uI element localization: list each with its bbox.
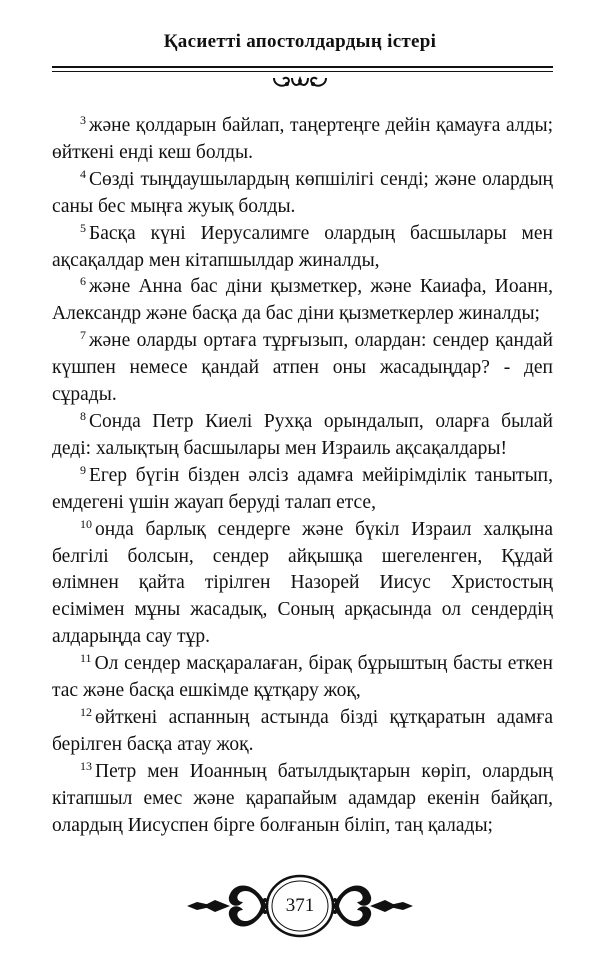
verse-text-body <box>52 113 553 839</box>
verse-line-text: берілген басқа атау жоқ. <box>52 733 254 755</box>
verse-number: 3 <box>80 113 86 127</box>
verse-line <box>52 624 553 651</box>
verse-line <box>52 490 553 517</box>
verse-line <box>52 382 553 409</box>
verse-line-text: олардың Иисуспен бірге болғанын біліп, таң қалады; <box>52 814 493 836</box>
verse-4 <box>52 167 553 221</box>
verse-line <box>52 786 553 813</box>
verse-number: 5 <box>80 220 86 235</box>
verse-line <box>52 597 553 624</box>
verse-8 <box>52 409 553 463</box>
verse-line-text: алдарыңда сау тұр. <box>52 626 210 648</box>
verse-number: 7 <box>80 328 86 343</box>
verse-line <box>52 544 553 571</box>
verse-line-text: есімімен мұны жасадық, Соның арқасында ол сендердің <box>52 599 553 621</box>
running-header-title: Қасиетті апостолдардың істері <box>163 31 437 52</box>
verse-line <box>52 678 553 705</box>
verse-3 <box>52 113 553 167</box>
verse-line-text: және қолдарын байлап, таңертеңге дейін қамауға алды; <box>89 115 553 136</box>
verse-line-text: және оларды ортаға тұрғызып, олардан: сендер қандай <box>89 330 553 352</box>
verse-7 <box>52 328 553 409</box>
verse-number: 12 <box>80 704 92 719</box>
verse-line-text: тас және басқа ешкімде құтқару жоқ, <box>52 680 361 702</box>
verse-number: 9 <box>80 462 86 477</box>
verse-line-text: саны бес мыңға жуық болды. <box>52 195 296 217</box>
verse-line-text: Егер бүгін бізден әлсіз адамға мейірімділік танытып, <box>89 464 553 486</box>
verse-line-text: Сонда Петр Киелі Рухқа орындалып, оларға былай <box>89 410 553 432</box>
verse-line <box>52 355 553 382</box>
verse-line <box>52 517 553 544</box>
verse-line-text: өйткені енді кеш болды. <box>52 141 253 163</box>
verse-number: 6 <box>80 274 86 289</box>
verse-line <box>52 274 553 301</box>
verse-line <box>52 113 553 140</box>
verse-5 <box>52 221 553 275</box>
verse-line-text: Петр мен Иоанның батылдықтарын көріп, олардың <box>95 760 553 782</box>
verse-6 <box>52 274 553 328</box>
verse-line <box>52 732 553 759</box>
verse-line <box>52 194 553 221</box>
verse-line <box>52 301 553 328</box>
verse-line-text: кітапшыл емес және қарапайым адамдар екенін байқап, <box>52 787 553 809</box>
verse-line <box>52 328 553 355</box>
verse-line <box>52 221 553 248</box>
verse-number: 8 <box>80 408 86 423</box>
verse-number: 13 <box>80 758 92 773</box>
verse-line-text: онда барлық сендерге және бүкіл Израил халқына <box>95 518 553 540</box>
verse-11 <box>52 651 553 705</box>
verse-line <box>52 140 553 167</box>
header-rule <box>52 66 553 68</box>
verse-9 <box>52 463 553 517</box>
verse-13 <box>52 759 553 840</box>
verse-line <box>52 463 553 490</box>
verse-line <box>52 436 553 463</box>
verse-line-text: өлімнен қайта тірілген Назорей Иисус Христостың <box>52 572 553 594</box>
verse-line-text: сұрады. <box>52 384 117 406</box>
header-ornament-icon <box>270 72 330 90</box>
verse-line-text: Басқа күні Иерусалимге олардың басшылары мен <box>89 222 553 244</box>
verse-line-text: өйткені аспанның астында бізді құтқаратын адамға <box>95 706 553 728</box>
verse-line-text: белгілі болсын, сендер айқышқа шегеленген, Құдай <box>52 545 553 567</box>
verse-line-text: күшпен немесе қандай атпен оны жасадыңдар? - деп <box>52 357 553 379</box>
page-number: 371 <box>285 895 315 916</box>
verse-number: 11 <box>80 651 92 666</box>
verse-line-text: және Анна бас діни қызметкер, және Каиафа, Иоанн, <box>89 276 553 298</box>
verse-line <box>52 409 553 436</box>
verse-line <box>52 248 553 275</box>
verse-line <box>52 813 553 840</box>
verse-number: 4 <box>80 166 86 181</box>
verse-line <box>52 705 553 732</box>
verse-line-text: Сөзді тыңдаушылардың көпшілігі сенді; және олардың <box>89 168 553 190</box>
verse-line <box>52 651 553 678</box>
verse-12 <box>52 705 553 759</box>
verse-line-text: деді: халықтың басшылары мен Израиль ақсақалдары! <box>52 437 508 459</box>
verse-10 <box>52 517 553 652</box>
verse-line-text: Александр және басқа да бас діни қызметкерлер жиналды; <box>52 303 540 325</box>
verse-line-text: ақсақалдар мен кітапшылдар жиналды, <box>52 249 380 271</box>
verse-line <box>52 759 553 786</box>
verse-number: 10 <box>80 516 92 531</box>
verse-line <box>52 570 553 597</box>
verse-line <box>52 167 553 194</box>
verse-line-text: Ол сендер масқаралаған, бірақ бұрыштың басты еткен <box>94 653 553 675</box>
verse-line-text: емдегені үшін жауап беруді талап етсе, <box>52 491 376 513</box>
